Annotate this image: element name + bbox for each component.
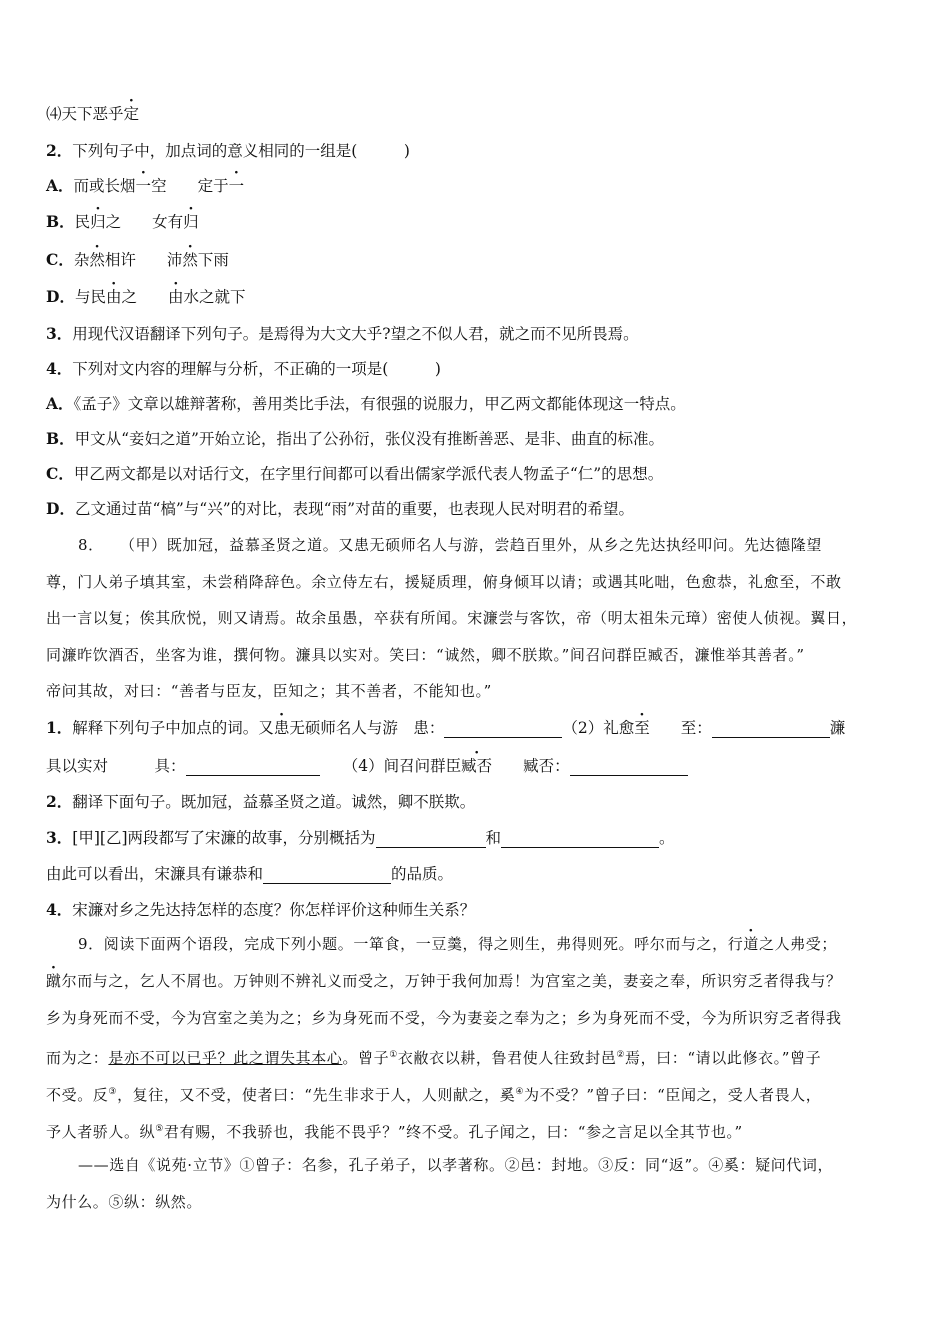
question-number: 1．	[46, 718, 73, 737]
q2-stem	[46, 141, 410, 161]
footnote-mark: ③	[108, 1087, 118, 1097]
text: （4）间召问群臣	[319, 757, 462, 775]
dotted-word: 患	[273, 719, 290, 737]
text: 相许 沛	[104, 251, 183, 269]
dotted-word: 定	[123, 105, 140, 123]
answer-blank[interactable]	[444, 721, 562, 738]
question-number: 3．	[46, 324, 73, 343]
footnote-mark: ⑤	[155, 1124, 164, 1134]
text: 水之就下	[183, 288, 246, 306]
text: 的品质。	[391, 865, 454, 883]
text: [甲][乙]两段都写了宋濂的故事，分别概括为	[72, 829, 376, 847]
dotted-word: 然	[89, 251, 105, 269]
q8-2	[46, 792, 475, 812]
passage-8-line-3: 出一言以复；俟其欣悦，则又请焉。故余虽愚，卒获有所闻。宋濂尝与客饮，帝（明太祖朱元璋）密使人侦视。翼日，	[46, 609, 858, 627]
answer-blank[interactable]	[501, 831, 659, 848]
underlined-sentence: 是亦不可以已乎？此之谓失其本心	[108, 1049, 343, 1067]
q4-option-d	[46, 499, 634, 519]
text: 和	[485, 829, 502, 847]
q8-3-line-1	[46, 828, 675, 848]
q8-3-line-2	[46, 864, 453, 884]
text: 予人者骄人。纵	[46, 1123, 156, 1141]
passage-9-line-1	[78, 934, 837, 954]
dotted-word: 道	[743, 935, 759, 953]
answer-blank[interactable]	[186, 759, 320, 776]
text: 。曾子	[342, 1049, 390, 1067]
passage-9-line-6	[46, 1119, 743, 1142]
dotted-word: 由	[105, 288, 122, 306]
passage-9-line-4	[46, 1045, 821, 1068]
dotted-word: 归	[90, 213, 106, 231]
passage-9-source-note-cont: 为什么。⑤纵：纵然。	[46, 1193, 203, 1211]
dotted-word: 归	[183, 213, 199, 231]
text: 濂	[829, 719, 846, 737]
option-text: 甲文从“妾妇之道”开始立论，指出了公孙衍，张仪没有推断善恶、是非、曲直的标准。	[74, 430, 664, 448]
text: 以实对 具：	[61, 757, 186, 775]
text: 杂	[73, 251, 90, 269]
answer-blank[interactable]	[712, 721, 830, 738]
text: 民	[74, 213, 91, 231]
question-text: 下列句子中，加点词的意义相同的一组是( )	[72, 142, 410, 160]
text: 具	[46, 757, 62, 775]
passage-9-source-note: ——选自《说苑·立节》①曾子：名参，孔子弟子，以孝著称。②邑：封地。③反：同“返”。④奚：疑问代词，	[78, 1156, 834, 1174]
text: 焉，曰：“请以此修衣。”曾子	[624, 1049, 822, 1067]
q4-option-a	[46, 394, 686, 414]
text: 而为之：	[46, 1049, 109, 1067]
text: 衣敝衣以耕，鲁君使人往致封邑	[397, 1049, 617, 1067]
footnote-mark: ①	[389, 1050, 398, 1060]
text: 尔而与之，乞人不屑也。万钟则不辨礼义而受之，万钟于我何加焉！为宫室之美，妻妾之奉，所识穷乏者得我与？	[61, 972, 842, 990]
option-label: C．	[46, 464, 74, 483]
passage-9-line-3: 乡为身死而不受，今为宫室之美为之；乡为身死而不受，今为妻妾之奉为之；乡为身死而不受，今为所识穷乏者得我	[46, 1009, 842, 1027]
text: 至：	[649, 719, 712, 737]
passage-8-line-1: 8． （甲）既加冠，益慕圣贤之道。又患无硕师名人与游，尝趋百里外，从乡之先达执经叩问。先达德隆望	[78, 536, 822, 554]
passage-9-line-2	[46, 971, 842, 991]
text: 君有赐，不我骄也，我能不畏乎？”终不受。孔子闻之，曰：“参之言足以全其节也。”	[163, 1123, 743, 1141]
passage-8-line-4: 同濂昨饮酒否，坐客为谁，撰何物。濂具以实对。笑曰：“诚然，卿不朕欺。”间召问群臣臧否，濂惟举其善者。”	[46, 646, 805, 664]
question-text: 用现代汉语翻译下列句子。是焉得为大文大乎?望之不似人君，就之而不见所畏焉。	[72, 325, 639, 343]
question-number: 3．	[46, 828, 73, 847]
text: 臧否：	[492, 757, 570, 775]
answer-blank[interactable]	[376, 831, 486, 848]
q3	[46, 324, 639, 344]
option-text: 乙文通过苗“槁”与“兴”的对比，表现“雨”对苗的重要，也表现人民对明君的希望。	[74, 500, 635, 518]
footnote-mark: ②	[616, 1050, 625, 1060]
text: 9．阅读下面两个语段，完成下列小题。一箪食，一豆羹，得之则生，弗得则死。呼尔而与之，行	[78, 935, 744, 953]
q2-option-a	[46, 176, 244, 196]
option-text: 《孟子》文章以雄辩著称，善用类比手法，有很强的说服力，甲乙两文都能体现这一特点。	[73, 395, 686, 413]
question-number: 2．	[46, 141, 73, 160]
text: 不受。反	[46, 1086, 109, 1104]
text: 空 定于	[151, 177, 229, 195]
dotted-word: 一	[228, 177, 245, 195]
q8-4	[46, 900, 475, 920]
passage-8-line-2: 尊，门人弟子填其室，未尝稍降辞色。余立侍左右，援疑质理，俯身倾耳以请；或遇其叱咄，色愈恭，礼愈至，不敢	[46, 573, 842, 591]
option-label: D．	[46, 287, 75, 306]
text: （2）礼愈	[562, 719, 635, 737]
passage-8-line-5: 帝问其故，对曰：“善者与臣友，臣知之；其不善者，不能知也。”	[46, 682, 492, 700]
q2-option-d	[46, 287, 246, 307]
option-label: A．	[46, 394, 74, 413]
footnote-mark: ④	[515, 1087, 525, 1097]
question-number: 4．	[46, 359, 73, 378]
q4-option-c	[46, 464, 663, 484]
text: 与民	[74, 288, 106, 306]
dotted-word: 然	[182, 251, 198, 269]
option-label: B．	[46, 212, 75, 231]
text: 之人弗受；	[758, 935, 837, 953]
answer-blank[interactable]	[263, 867, 391, 884]
q2-option-b	[46, 212, 199, 232]
option-label: C．	[46, 250, 74, 269]
text: 无硕师名人与游 患：	[289, 719, 445, 737]
question-text: 宋濂对乡之先达持怎样的态度？你怎样评价这种师生关系？	[72, 901, 476, 919]
option-label: B．	[46, 429, 75, 448]
text: ⑷天下恶乎	[46, 105, 124, 123]
dotted-word: 臧否	[461, 757, 493, 775]
text: 。	[659, 829, 675, 847]
question-text: 翻译下面句子。既加冠，益慕圣贤之道。诚然，卿不朕欺。	[72, 793, 476, 811]
answer-blank[interactable]	[570, 759, 688, 776]
dotted-word: 一	[135, 177, 152, 195]
q4-stem	[46, 359, 441, 379]
dotted-word: 由	[168, 288, 184, 306]
text: 下雨	[197, 251, 229, 269]
dotted-word: 至	[634, 719, 650, 737]
text: 解释下列句子中加点的词。又	[72, 719, 274, 737]
text: 之	[121, 288, 168, 306]
q2-option-c	[46, 250, 229, 270]
q8-1-line-1	[46, 718, 845, 738]
text: 由此可以看出，宋濂具有谦恭和	[46, 865, 264, 883]
question-number: 2．	[46, 792, 73, 811]
question-number: 4．	[46, 900, 73, 919]
option-text: 甲乙两文都是以对话行文，在字里行间都可以看出儒家学派代表人物孟子“仁”的思想。	[73, 465, 664, 483]
q8-1-line-2	[46, 756, 688, 776]
option-label: D．	[46, 499, 75, 518]
text: 而或长烟	[73, 177, 136, 195]
text: 为不受？”曾子曰：“臣闻之，受人者畏人，	[524, 1086, 822, 1104]
text: 之 女有	[105, 213, 184, 231]
passage-9-line-5	[46, 1082, 821, 1105]
question-text: 下列对文内容的理解与分析，不正确的一项是( )	[72, 360, 441, 378]
dotted-word: 蹴	[46, 972, 62, 990]
q4-prev-item	[46, 104, 139, 124]
option-label: A．	[46, 176, 74, 195]
text: ，复往，又不受，使者曰：“先生非求于人，人则献之，奚	[117, 1086, 516, 1104]
q4-option-b	[46, 429, 664, 449]
